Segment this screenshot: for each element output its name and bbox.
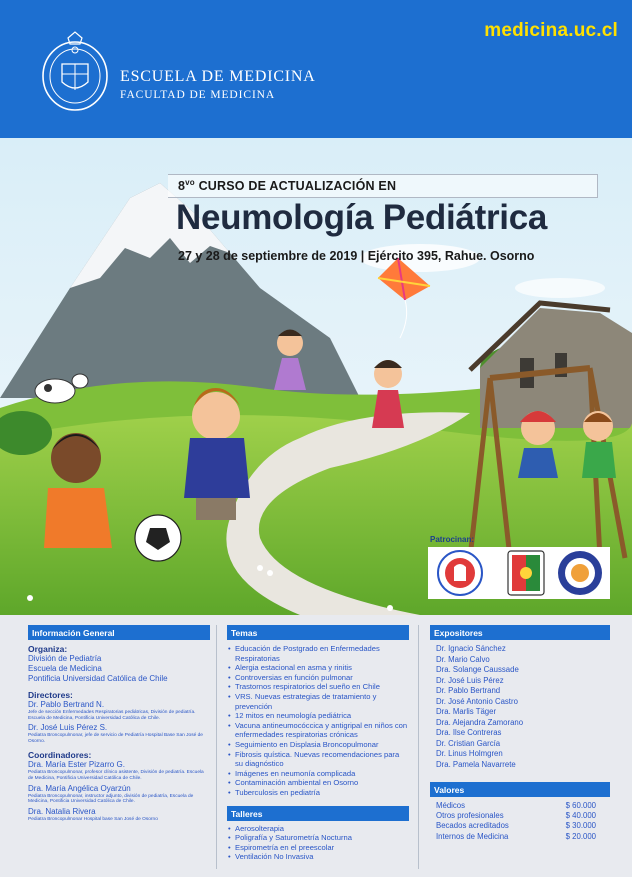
price-row — [430, 832, 610, 842]
column-divider — [216, 625, 217, 869]
temas-column — [227, 625, 409, 862]
expositor-item: Dr. Pablo Bertrand — [436, 686, 501, 695]
expositores-list — [430, 644, 610, 770]
school-name-block — [120, 68, 316, 101]
temas-heading: Temas — [227, 625, 409, 640]
expositor-item: Dr. Mario Calvo — [436, 654, 490, 664]
director-desc: Jefe de sección Enfermedades Respiratorias pediátricas, División de pediatría. Escuela de Medicina, Pontificia Universidad Católica de Chile. — [28, 710, 196, 721]
university-seal-icon — [40, 30, 110, 114]
tema-item: • Trastornos respiratorios del sueño en Chile — [227, 682, 409, 692]
tema-item: • Contaminación ambiental en Osorno — [227, 778, 409, 788]
tema-item: • Alergia estacional en asma y rinitis — [227, 663, 409, 673]
coordinador-name: Dra. María Ester Pizarro G. — [28, 760, 125, 770]
expositor-item: Dr. José Antonio Castro — [436, 696, 518, 706]
taller-item: • Aerosolterapia — [227, 824, 409, 834]
tema-item: • Controversias en función pulmonar — [227, 673, 409, 683]
price-value: $ 40.000 — [565, 811, 596, 821]
coordinador-desc: Pediatra Broncopulmonar, profesor clínico asistente, División de pediatría. Escuela de Medicina, Pontificia Universidad Católica de Chile. — [28, 770, 204, 781]
price-label: Becados acreditados — [436, 821, 509, 831]
organiza-item: Pontificia Universidad Católica de Chile — [28, 674, 168, 683]
price-value: $ 30.000 — [565, 821, 596, 831]
sponsor-logos — [428, 547, 610, 599]
expositores-column — [430, 625, 610, 842]
organiza-label: Organiza: — [28, 644, 68, 654]
coordinador-desc: Pediatra Broncopulmonar Hospital base San José de Osorno — [28, 816, 158, 822]
expositor-item: Dr. Linus Holmgren — [436, 749, 503, 758]
price-row — [430, 801, 610, 811]
price-label: Médicos — [436, 801, 466, 810]
price-value: $ 60.000 — [565, 801, 596, 810]
price-label: Internos de Medicina — [436, 831, 509, 841]
coordinadores-label: Coordinadores: — [28, 750, 92, 761]
column-divider — [418, 625, 419, 869]
price-row — [430, 811, 610, 821]
sponsors-label: Patrocinan: — [430, 535, 475, 544]
taller-item: • Espirometría en el preescolar — [227, 843, 409, 853]
faculty-name: FACULTAD DE MEDICINA — [120, 89, 276, 101]
organiza-item: División de Pediatría — [28, 654, 102, 663]
school-name: ESCUELA DE MEDICINA — [120, 68, 316, 85]
price-row — [430, 821, 610, 831]
info-general-column — [28, 625, 210, 822]
talleres-heading: Talleres — [227, 806, 409, 821]
info-panel — [0, 615, 632, 877]
expositor-item: Dr. Cristian García — [436, 738, 501, 748]
temas-list — [227, 644, 409, 798]
header-banner — [0, 0, 632, 138]
expositor-item: Dra. Ilse Contreras — [436, 728, 502, 737]
expositor-item: Dr. José Luis Pérez — [436, 675, 504, 685]
expositor-item: Dra. Pamela Navarrete — [436, 759, 516, 769]
expositor-item: Dra. Solange Caussade — [436, 665, 519, 674]
tema-item: • Vacuna antineumocóccica y antigripal en niños con enfermedades respiratorias crónicas — [227, 721, 409, 740]
tema-item: • Tuberculosis en pediatría — [227, 788, 409, 798]
page-title: Neumología Pediátrica — [176, 198, 548, 237]
director-desc: Pediatra Broncopulmonar, jefe de servicio de Pediatría Hospital Base San José de Osorno. — [28, 733, 203, 744]
director-name: Dr. José Luis Pérez S. — [28, 723, 108, 733]
date-place: 27 y 28 de septiembre de 2019 | Ejército 395, Rahue. Osorno — [178, 249, 535, 263]
info-general-heading: Información General — [28, 625, 210, 640]
coordinador-desc: Pediatra Broncopulmonar, instructor adjunto, división de pediatría, Escuela de Medicina, Pontificia Universidad Católica de Chile. — [28, 793, 194, 805]
site-url[interactable]: medicina.uc.cl — [484, 20, 618, 41]
tema-item: • Seguimiento en Displasia Broncopulmonar — [227, 740, 409, 750]
course-number: 8 — [178, 179, 186, 194]
tema-item: • 12 mitos en neumología pediátrica — [227, 711, 409, 721]
tema-item: • Fibrosis quística. Nuevas recomendaciones para su diagnóstico — [227, 750, 409, 769]
directores-label: Directores: — [28, 690, 73, 700]
course-suffix: vo — [185, 178, 195, 187]
expositor-item: Dra. Alejandra Zamorano — [436, 717, 524, 727]
valores-table — [430, 801, 610, 842]
valores-heading: Valores — [430, 782, 610, 797]
talleres-list — [227, 824, 409, 862]
tema-item: • VRS. Nuevas estrategias de tratamiento y prevención — [227, 692, 409, 711]
expositor-item: Dra. Marlis Täger — [436, 707, 497, 716]
expositor-item: Dr. Ignacio Sánchez — [436, 644, 506, 653]
director-name: Dr. Pablo Bertrand N. — [28, 700, 105, 709]
price-label: Otros profesionales — [436, 811, 504, 821]
taller-item: • Ventilación No Invasiva — [227, 852, 409, 862]
taller-item: • Poligrafía y Saturometría Nocturna — [227, 833, 409, 843]
coordinador-name: Dra. Natalia Rivera — [28, 806, 96, 816]
organiza-item: Escuela de Medicina — [28, 664, 102, 673]
expositores-heading: Expositores — [430, 625, 610, 640]
coordinador-name: Dra. María Angélica Oyarzún — [28, 783, 131, 793]
tema-item: • Imágenes en neumonía complicada — [227, 769, 409, 779]
course-heading — [178, 178, 396, 193]
price-value: $ 20.000 — [565, 831, 596, 841]
sponsor-logos-graphic — [428, 547, 610, 599]
course-text: CURSO DE ACTUALIZACIÓN EN — [194, 179, 397, 194]
tema-item: • Educación de Postgrado en Enfermedades Respiratorias — [227, 644, 409, 663]
